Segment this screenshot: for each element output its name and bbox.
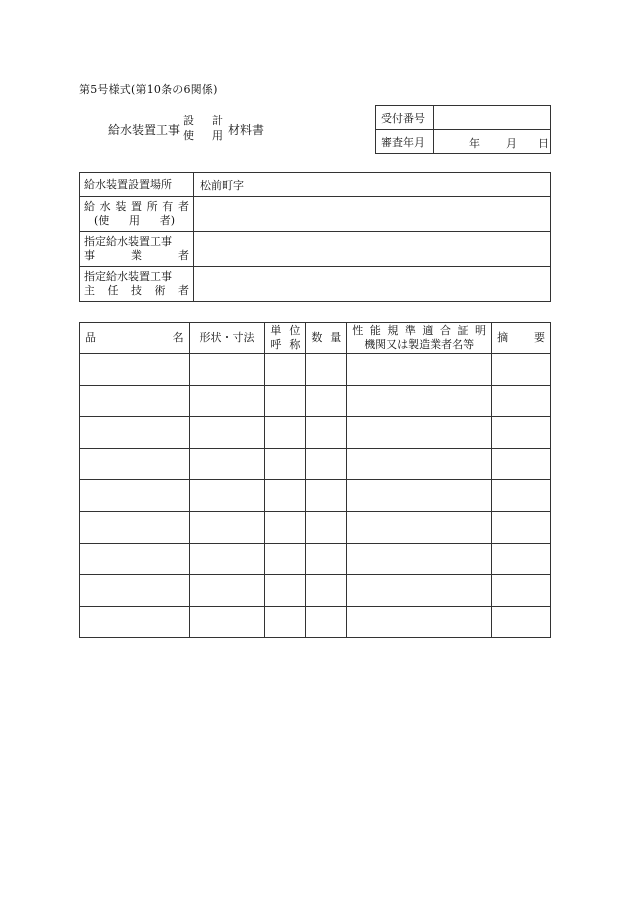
shape-size-cell[interactable]	[189, 448, 265, 480]
review-date-field[interactable]	[434, 130, 551, 154]
remarks-cell[interactable]	[492, 354, 551, 386]
certification-cell[interactable]	[347, 385, 492, 417]
review-date-label: 審査年月	[376, 130, 434, 154]
certification-cell[interactable]	[347, 543, 492, 575]
shape-size-cell[interactable]	[189, 575, 265, 607]
quantity-cell[interactable]	[306, 417, 347, 449]
quantity-cell[interactable]	[306, 480, 347, 512]
installation-info-table	[79, 172, 551, 302]
materials-table	[79, 322, 551, 638]
item-name-cell[interactable]	[80, 511, 190, 543]
item-name-cell[interactable]	[80, 543, 190, 575]
contractor-field[interactable]	[194, 232, 551, 267]
title-option-char: 設	[183, 114, 194, 127]
quantity-cell[interactable]	[306, 543, 347, 575]
chief-engineer-label: 指定給水装置工事 主 任 技 術 者	[80, 267, 194, 302]
location-field[interactable]: 松前町字	[194, 173, 551, 197]
location-label: 給水装置設置場所	[80, 173, 194, 197]
shape-size-cell[interactable]	[189, 543, 265, 575]
certification-cell[interactable]	[347, 417, 492, 449]
item-name-cell[interactable]	[80, 575, 190, 607]
reception-number-field[interactable]	[434, 106, 551, 130]
header-remarks: 摘 要	[492, 323, 551, 354]
unit-cell[interactable]	[265, 480, 306, 512]
year-unit: 年	[469, 137, 480, 150]
unit-cell[interactable]	[265, 575, 306, 607]
table-row	[80, 448, 551, 480]
remarks-cell[interactable]	[492, 543, 551, 575]
table-row	[80, 480, 551, 512]
certification-cell[interactable]	[347, 511, 492, 543]
unit-cell[interactable]	[265, 606, 306, 638]
remarks-cell[interactable]	[492, 385, 551, 417]
remarks-cell[interactable]	[492, 448, 551, 480]
item-name-cell[interactable]	[80, 448, 190, 480]
header-item-name: 品 名	[80, 323, 190, 354]
contractor-label: 指定給水装置工事 事 業 者	[80, 232, 194, 267]
quantity-cell[interactable]	[306, 448, 347, 480]
item-name-cell[interactable]	[80, 385, 190, 417]
unit-cell[interactable]	[265, 385, 306, 417]
certification-cell[interactable]	[347, 448, 492, 480]
certification-cell[interactable]	[347, 480, 492, 512]
item-name-cell[interactable]	[80, 480, 190, 512]
quantity-cell[interactable]	[306, 511, 347, 543]
month-unit: 月	[506, 137, 517, 150]
title-option-use	[183, 127, 223, 143]
table-row	[80, 511, 551, 543]
shape-size-cell[interactable]	[189, 480, 265, 512]
table-row	[80, 575, 551, 607]
owner-field[interactable]	[194, 197, 551, 232]
shape-size-cell[interactable]	[189, 417, 265, 449]
header-shape-size: 形状・寸法	[189, 323, 265, 354]
item-name-cell[interactable]	[80, 606, 190, 638]
shape-size-cell[interactable]	[189, 354, 265, 386]
remarks-cell[interactable]	[492, 511, 551, 543]
document-title	[108, 112, 288, 144]
day-unit: 日	[538, 137, 549, 150]
remarks-cell[interactable]	[492, 575, 551, 607]
header-unit: 単 位 呼 称	[265, 323, 306, 354]
title-suffix: 材料書	[228, 123, 265, 137]
owner-label: 給 水 装 置 所 有 者 (使 用 者)	[80, 197, 194, 232]
quantity-cell[interactable]	[306, 606, 347, 638]
unit-cell[interactable]	[265, 448, 306, 480]
unit-cell[interactable]	[265, 417, 306, 449]
title-main: 給水装置工事	[108, 123, 181, 137]
quantity-cell[interactable]	[306, 354, 347, 386]
table-row	[80, 354, 551, 386]
table-row	[80, 606, 551, 638]
remarks-cell[interactable]	[492, 606, 551, 638]
item-name-cell[interactable]	[80, 354, 190, 386]
table-row	[80, 417, 551, 449]
remarks-cell[interactable]	[492, 417, 551, 449]
shape-size-cell[interactable]	[189, 511, 265, 543]
title-option-char: 用	[212, 129, 223, 142]
table-row	[80, 543, 551, 575]
title-option-char: 計	[212, 114, 223, 127]
unit-cell[interactable]	[265, 511, 306, 543]
item-name-cell[interactable]	[80, 417, 190, 449]
form-number: 第5号様式(第10条の6関係)	[79, 83, 218, 96]
header-certification: 性 能 規 準 適 合 証 明 機関又は製造業者名等	[347, 323, 492, 354]
table-row	[80, 385, 551, 417]
title-option-design	[183, 112, 223, 128]
certification-cell[interactable]	[347, 606, 492, 638]
unit-cell[interactable]	[265, 543, 306, 575]
remarks-cell[interactable]	[492, 480, 551, 512]
reception-box	[375, 105, 551, 154]
unit-cell[interactable]	[265, 354, 306, 386]
chief-engineer-field[interactable]	[194, 267, 551, 302]
title-option-char: 使	[183, 129, 194, 142]
quantity-cell[interactable]	[306, 385, 347, 417]
quantity-cell[interactable]	[306, 575, 347, 607]
certification-cell[interactable]	[347, 354, 492, 386]
shape-size-cell[interactable]	[189, 385, 265, 417]
shape-size-cell[interactable]	[189, 606, 265, 638]
reception-number-label: 受付番号	[376, 106, 434, 130]
header-quantity: 数 量	[306, 323, 347, 354]
certification-cell[interactable]	[347, 575, 492, 607]
